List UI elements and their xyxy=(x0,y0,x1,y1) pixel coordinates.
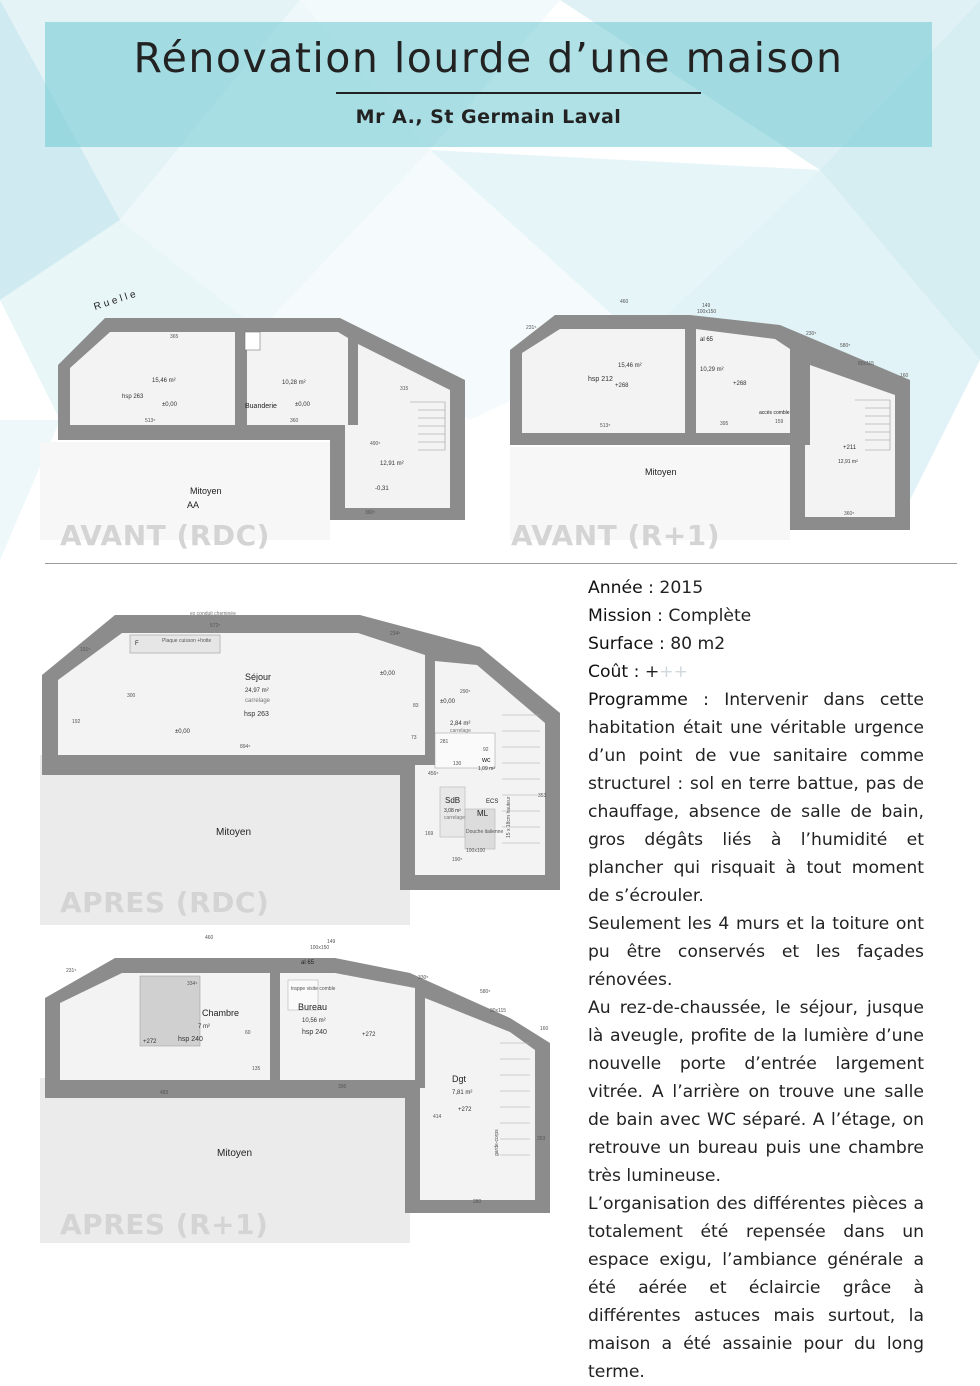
hatch-label: trappe visite comble xyxy=(291,986,336,992)
cost-label: Coût : xyxy=(588,662,640,682)
dim-4: 360⁵ xyxy=(365,510,376,516)
dim-6: 580⁵ xyxy=(480,989,491,995)
dim-12: 130 xyxy=(453,761,462,767)
chimney-label: ex conduit cheminée xyxy=(190,611,236,617)
project-info xyxy=(588,574,924,1386)
dim-2: 513⁵ xyxy=(145,418,156,424)
dim-15: 280 xyxy=(473,1199,482,1205)
plan-apres-r1 xyxy=(40,928,560,1243)
cost-row xyxy=(588,658,924,686)
dim-16: 353 xyxy=(538,793,547,799)
living-floor: carrelage xyxy=(245,698,271,704)
program-paragraph-3: Au rez-de-chaussée, le séjour, jusque là aveugle, profite de la lumière d’une nouvelle porte d’entrée largement vitrée. A l’arrière on trouve une salle de bain avec WC séparé. A l’étage, on retrouve un bureau puis une chambre très lumineuse. xyxy=(588,998,924,1186)
dim-12: 483 xyxy=(160,1090,169,1096)
plan-apres-rdc xyxy=(40,605,560,925)
street-label: Ruelle xyxy=(92,288,141,313)
dim-3: 191⁵ xyxy=(80,647,91,653)
dim-7: 80x115 xyxy=(858,361,875,367)
dim-1: 460 xyxy=(620,299,629,305)
hsp-label: hsp 263 xyxy=(122,394,144,400)
label-avant-rdc: AVANT (RDC) xyxy=(60,519,270,552)
program-label: Programme : xyxy=(588,690,709,710)
program-paragraph-4: L’organisation des différentes pièces a totalement été repensée dans un espace exigu, l’ambiance générale a été aérée et éclaircie grâce à différentes astuces mais surtout, la maison a été assainie pour du long terme. xyxy=(588,1194,924,1382)
dim-4: 231⁵ xyxy=(66,968,77,974)
level-2: +272 xyxy=(362,1032,376,1038)
dim-12: 360⁵ xyxy=(844,511,855,517)
dim-8: 73 xyxy=(411,735,417,741)
page-subtitle: Mr A., St Germain Laval xyxy=(355,106,622,128)
dim-1: 572⁵ xyxy=(210,623,221,629)
level-3: ±0,00 xyxy=(440,699,455,705)
neighbour-label: Mitoyen xyxy=(216,827,252,838)
level-3: -0,31 xyxy=(375,486,389,492)
hob-label: Plaque cuisson +hotte xyxy=(162,638,212,644)
dim-4: 231⁵ xyxy=(526,325,537,331)
area-3: 12,91 m² xyxy=(838,459,858,465)
level-1: ±0,00 xyxy=(380,671,395,677)
stair-note: 15 x 18cm hauteur xyxy=(506,796,512,838)
mission-value: Complète xyxy=(668,606,752,626)
dim-3: 100x150 xyxy=(697,309,717,315)
office-label: Bureau xyxy=(298,1002,328,1012)
surface-row xyxy=(588,630,924,658)
level-2: +268 xyxy=(733,381,747,387)
hsp-label: hsp 212 xyxy=(588,376,613,383)
level-2: ±0,00 xyxy=(295,402,310,408)
neighbour-label: Mitoyen xyxy=(645,467,677,477)
dim-9: 513⁵ xyxy=(600,423,611,429)
hall-floor: carrelage xyxy=(450,728,471,734)
utility-label: Buanderie xyxy=(245,403,277,410)
dim-5: 300 xyxy=(127,693,136,699)
dim-1: 365 xyxy=(170,334,179,340)
wc-label: wc xyxy=(482,757,491,764)
surface-value: 80 m2 xyxy=(670,634,726,654)
plan-avant-r1 xyxy=(490,295,940,540)
level-1: +268 xyxy=(615,383,629,389)
window-label: al 65 xyxy=(700,337,714,343)
living-label: Séjour xyxy=(245,672,272,682)
hsp-label: hsp 263 xyxy=(244,711,269,718)
dim-9: 334⁵ xyxy=(187,981,198,987)
living-area: 24,97 m² xyxy=(245,688,269,694)
dim-16: 353 xyxy=(537,1136,546,1142)
bath-floor: carrelage xyxy=(444,815,465,821)
dim-5: 230⁵ xyxy=(806,331,817,337)
hall-area: 2,84 m² xyxy=(450,721,471,727)
label-avant-r1: AVANT (R+1) xyxy=(511,519,721,552)
dim-13: 456⁵ xyxy=(428,771,439,777)
ml-label: ML xyxy=(477,809,489,818)
area-2: 10,29 m² xyxy=(700,367,724,373)
dim-3: 360 xyxy=(290,418,299,424)
dim-10: 60 xyxy=(245,1030,251,1036)
area-1: 15,46 m² xyxy=(152,378,176,384)
level-2: ±0,00 xyxy=(175,729,190,735)
dim-1: 460 xyxy=(205,935,214,941)
landing-area: 7,81 m² xyxy=(452,1090,473,1096)
bedroom-label: Chambre xyxy=(202,1008,240,1018)
shower-size: 100x100 xyxy=(466,848,486,854)
dim-4: 290⁵ xyxy=(460,689,471,695)
level-1: ±0,00 xyxy=(162,402,177,408)
year-row xyxy=(588,574,924,602)
label-apres-r1: APRES (R+1) xyxy=(60,1208,269,1241)
dim-5: 490⁵ xyxy=(370,441,381,447)
dim-7: 90x115 xyxy=(490,1008,507,1014)
dim-10: 395 xyxy=(720,421,729,427)
surface-label: Surface : xyxy=(588,634,665,654)
bath-label: SdB xyxy=(445,796,461,805)
dim-14: 414 xyxy=(433,1114,442,1120)
fridge-label: F xyxy=(135,641,139,647)
program-text-1: Intervenir dans cette habitation était une véritable urgence d’un point de vue sanitaire comme structurel : sol en terre battue, pas de chauffage, absence de salle de bain, gros dégâts liés à l’humidité et plancher qui risquait à tout moment de s’écrouler. xyxy=(588,690,924,906)
dim-2: 234⁵ xyxy=(390,631,401,637)
dim-6: 315 xyxy=(400,386,409,392)
plan-avant-rdc xyxy=(40,270,480,540)
level-3: +272 xyxy=(458,1107,472,1113)
program-paragraph-1 xyxy=(588,686,924,910)
mission-label: Mission : xyxy=(588,606,663,626)
window-label: al 65 xyxy=(301,960,315,966)
neighbour-code: AA xyxy=(187,500,200,510)
dim-11: 159 xyxy=(775,419,784,425)
area-2: 10,28 m² xyxy=(282,380,306,386)
dim-8: 160 xyxy=(540,1026,549,1032)
dim-14: 169 xyxy=(425,831,434,837)
section-divider xyxy=(45,563,957,564)
bedroom-hsp: hsp 240 xyxy=(178,1036,203,1043)
level-1: +272 xyxy=(143,1039,157,1045)
year-value: 2015 xyxy=(659,578,704,598)
page-title: Rénovation lourde d’une maison xyxy=(133,34,844,82)
title-divider xyxy=(336,92,701,94)
cost-faint: ++ xyxy=(659,662,689,682)
cost-active: + xyxy=(644,662,660,682)
office-hsp: hsp 240 xyxy=(302,1029,327,1036)
dim-11: 135 xyxy=(252,1066,261,1072)
dim-8: 160 xyxy=(900,373,909,379)
shower-label: Douche italienne xyxy=(466,829,504,835)
dim-9: 83 xyxy=(413,703,419,709)
neighbour-label: Mitoyen xyxy=(190,486,222,496)
year-label: Année : xyxy=(588,578,654,598)
level-3: +211 xyxy=(843,445,857,451)
program-paragraph-2: Seulement les 4 murs et la toiture ont pu être conservés et les façades rénovées. xyxy=(588,914,924,990)
wc-area: 1,09 m² xyxy=(478,766,495,772)
dim-13: 395 xyxy=(338,1084,347,1090)
area-3: 12,91 m² xyxy=(380,461,404,467)
landing-label: Dgt xyxy=(452,1074,467,1084)
dim-5: 330⁵ xyxy=(418,975,429,981)
mission-row xyxy=(588,602,924,630)
dim-2: 149 xyxy=(702,303,711,309)
label-apres-rdc: APRES (RDC) xyxy=(60,886,270,919)
access-label: accès comble xyxy=(759,410,790,416)
title-banner xyxy=(45,22,932,147)
dim-3: 100x150 xyxy=(310,945,330,951)
bedroom-area: 7 m² xyxy=(198,1024,210,1030)
dim-6: 192 xyxy=(72,719,81,725)
dim-10: 281 xyxy=(440,739,449,745)
dim-15: 190⁵ xyxy=(452,857,463,863)
bath-area: 3,08 m² xyxy=(444,808,461,814)
ecs-label: ECS xyxy=(486,799,499,805)
neighbour-label: Mitoyen xyxy=(217,1148,253,1159)
dim-11: 92 xyxy=(483,747,489,753)
office-area: 10,56 m² xyxy=(302,1018,326,1024)
dim-6: 580⁵ xyxy=(840,343,851,349)
dim-2: 149 xyxy=(327,939,336,945)
area-1: 15,46 m² xyxy=(618,363,642,369)
dim-7: 894⁵ xyxy=(240,744,251,750)
guard-label: garde-corps xyxy=(494,1129,500,1156)
